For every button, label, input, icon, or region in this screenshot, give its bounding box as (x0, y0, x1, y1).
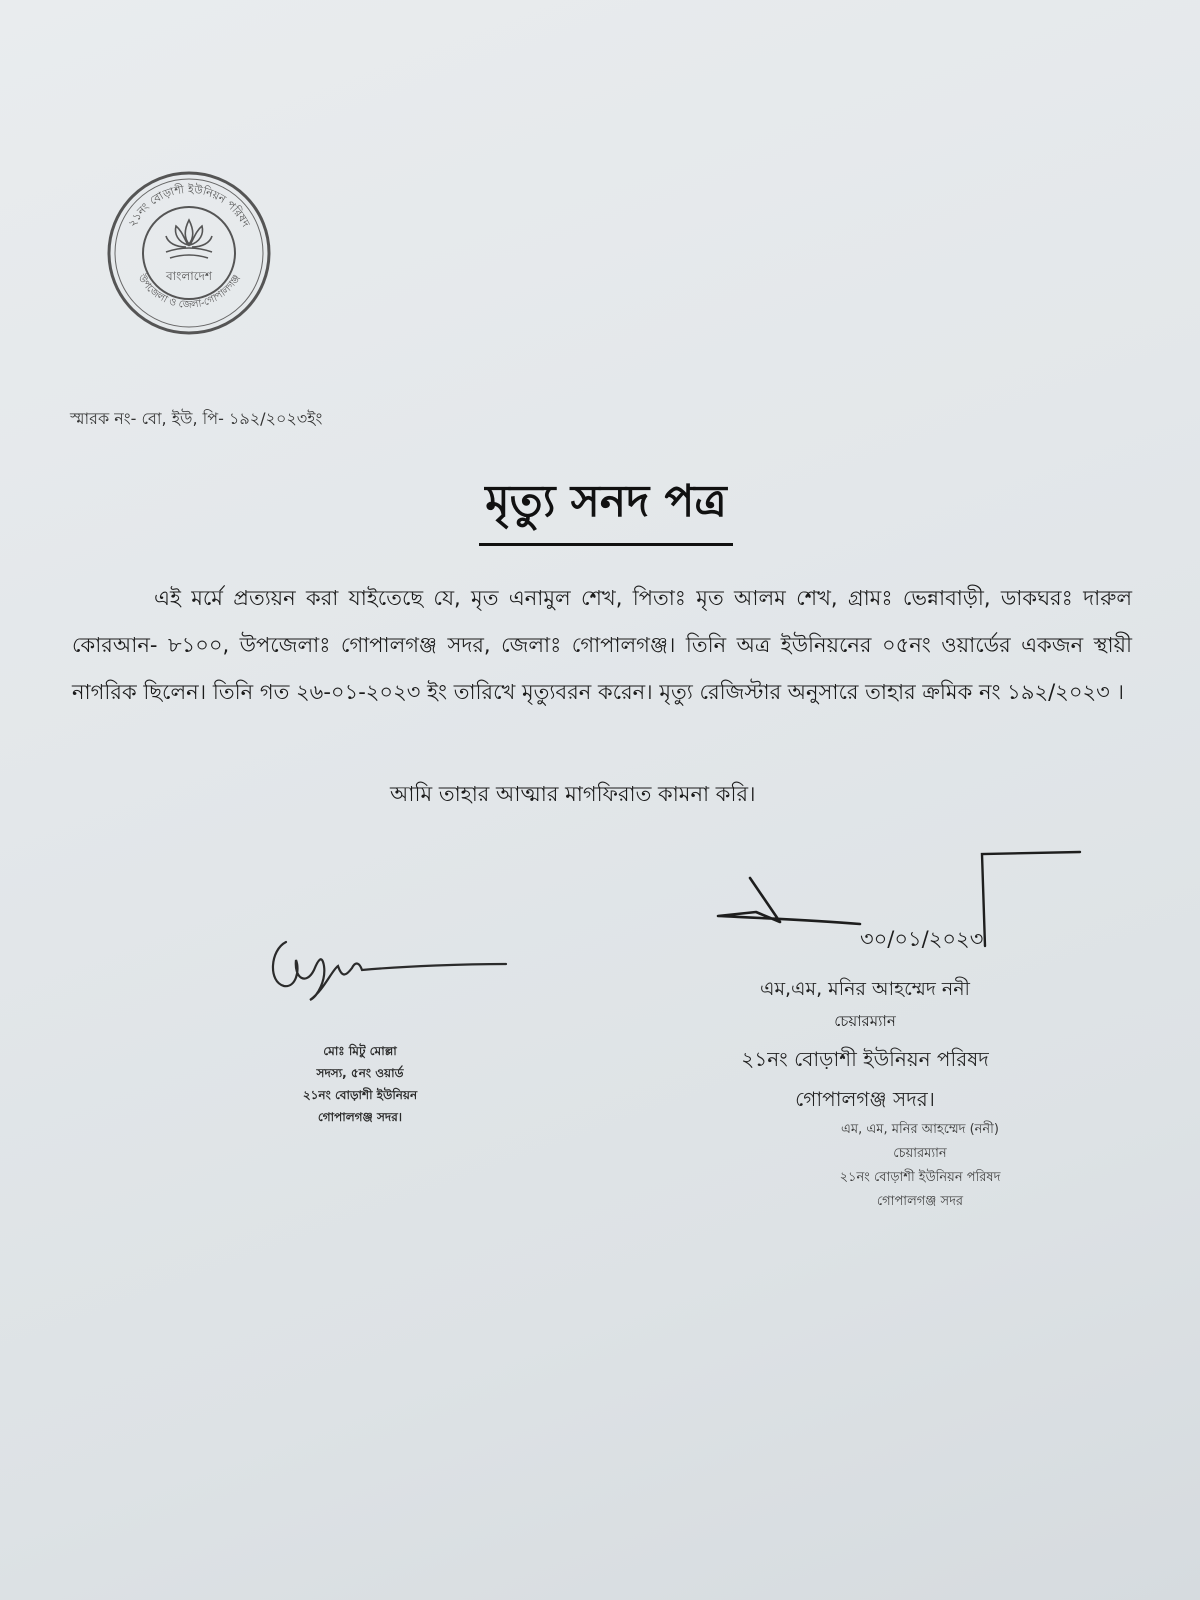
chairman-council: ২১নং বোড়াশী ইউনিয়ন পরিষদ (741, 1047, 989, 1071)
right-handwritten-signature (700, 850, 1100, 980)
chairman-title: চেয়ারম্যান (834, 1012, 896, 1030)
stamp-area: গোপালগঞ্জ সদর (876, 1194, 964, 1209)
memo-number: স্মারক নং- বো, ইউ, পি- ১৯২/২০২৩ইং (70, 409, 323, 428)
document-title-wrap (0, 468, 1200, 546)
union-council-seal (104, 168, 274, 338)
seal-ring-bottom-text: উপজেলা ও জেলা-গোপালগঞ্জ (135, 272, 243, 311)
left-signatory-block (230, 1040, 490, 1128)
prayer-line: আমি তাহার আত্মার মাগফিরাত কামনা করি। (390, 782, 756, 806)
seal-center-text: বাংলাদেশ (166, 269, 212, 283)
right-signatory-block (690, 975, 1040, 1119)
chairman-name-stamp (790, 1118, 1050, 1214)
left-signatory-area: গোপালগঞ্জ সদর। (317, 1110, 403, 1124)
stamp-council: ২১নং বোড়াশী ইউনিয়ন পরিষদ (839, 1170, 1001, 1185)
water-lily-emblem-icon (166, 220, 212, 258)
chairman-name: এম,এম, মনির আহম্মেদ ননী (760, 978, 970, 1000)
signature-date: ৩০/০১/২০২৩ (860, 927, 984, 951)
stamp-title: চেয়ারম্যান (893, 1146, 947, 1161)
document-title: মৃত্যু সনদ পত্র (479, 468, 732, 546)
stamp-name: এম, এম, মনির আহম্মেদ (ননী) (841, 1122, 999, 1137)
certificate-body: এই মর্মে প্রত্যয়ন করা যাইতেছে যে, মৃত এনামুল শেখ, পিতাঃ মৃত আলম শেখ, গ্রামঃ ভেন্নাবাড়ী, ডাকঘরঃ দারুল কোরআন- ৮১০০, উপজেলাঃ গোপালগঞ্জ সদর, জেলাঃ গোপালগঞ্জ। তিনি অত্র ইউনিয়নের ০৫নং ওয়ার্ডের একজন স্থায়ী নাগরিক ছিলেন। তিনি গত ২৬-০১-২০২৩ ইং তারিখে মৃত্যুবরন করেন। মৃত্যু রেজিস্টার অনুসারে তাহার ক্রমিক নং ১৯২/২০২৩ । (72, 586, 1132, 704)
left-signatory-council: ২১নং বোড়াশী ইউনিয়ন (302, 1088, 418, 1102)
left-signatory-role: সদস্য, ৫নং ওয়ার্ড (316, 1066, 404, 1080)
left-handwritten-signature (266, 930, 526, 1010)
chairman-area: গোপালগঞ্জ সদর। (795, 1087, 935, 1111)
left-signatory-name: মোঃ মিটু মোল্লা (323, 1044, 397, 1058)
seal-ring-top-text: ২১নং বোড়াশী ইউনিয়ন পরিষদ (125, 182, 253, 230)
